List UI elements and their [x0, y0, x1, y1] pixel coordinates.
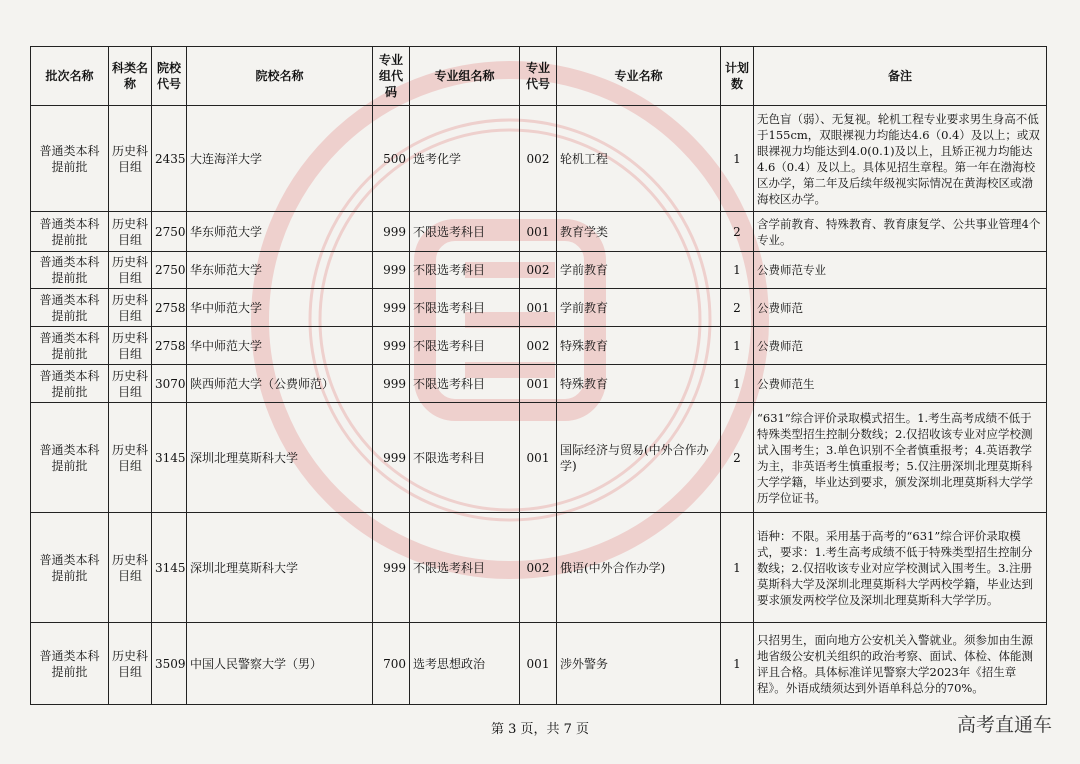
batch-cell: 普通类本科提前批: [31, 365, 109, 403]
note-cell: 公费师范: [754, 289, 1047, 327]
note-cell: 语种：不限。采用基于高考的“631”综合评价录取模式，要求：1.考生高考成绩不低于特殊类型招生控制分数线；2.仅招收该专业对应学校测试入围考生。3.注册莫斯科大学及深圳北理莫斯科大学两校学籍，毕业达到要求颁发两校学位及深圳北理莫斯科大学学历。: [754, 513, 1047, 623]
major-code-cell: 002: [520, 513, 557, 623]
table-row: [31, 327, 1047, 365]
group-code-cell: 999: [373, 212, 410, 252]
major-name-cell: 特殊教育: [557, 327, 721, 365]
header-major-code: 专业代号: [520, 47, 557, 106]
header-group-name: 专业组名称: [410, 47, 520, 106]
note-cell: 公费师范: [754, 327, 1047, 365]
group-name-cell: 不限选考科目: [410, 365, 520, 403]
note-cell: 公费师范生: [754, 365, 1047, 403]
group-code-cell: 500: [373, 106, 410, 212]
school-code-cell: 2750: [152, 212, 187, 252]
table-row: [31, 403, 1047, 513]
header-row: [31, 47, 1047, 106]
school-code-cell: 2758: [152, 289, 187, 327]
group-code-cell: 999: [373, 403, 410, 513]
batch-cell: 普通类本科提前批: [31, 327, 109, 365]
group-name-cell: 不限选考科目: [410, 403, 520, 513]
page-footer: 第 3 页，共 7 页: [490, 722, 590, 737]
major-name-cell: 轮机工程: [557, 106, 721, 212]
major-code-cell: 002: [520, 327, 557, 365]
school-name-cell: 深圳北理莫斯科大学: [187, 513, 373, 623]
school-code-cell: 2750: [152, 252, 187, 289]
school-code-cell: 3070: [152, 365, 187, 403]
table-row: [31, 623, 1047, 705]
table-row: [31, 106, 1047, 212]
batch-cell: 普通类本科提前批: [31, 403, 109, 513]
header-school-name: 院校名称: [187, 47, 373, 106]
batch-cell: 普通类本科提前批: [31, 212, 109, 252]
group-name-cell: 不限选考科目: [410, 212, 520, 252]
batch-cell: 普通类本科提前批: [31, 106, 109, 212]
category-cell: 历史科目组: [109, 252, 152, 289]
admission-plan-table: [30, 46, 1047, 705]
school-code-cell: 2758: [152, 327, 187, 365]
table-row: [31, 212, 1047, 252]
major-code-cell: 002: [520, 106, 557, 212]
group-name-cell: 不限选考科目: [410, 289, 520, 327]
header-group-code: 专业组代码: [373, 47, 410, 106]
category-cell: 历史科目组: [109, 513, 152, 623]
group-code-cell: 700: [373, 623, 410, 705]
header-plan: 计划数: [721, 47, 754, 106]
group-name-cell: 选考思想政治: [410, 623, 520, 705]
major-name-cell: 学前教育: [557, 289, 721, 327]
major-code-cell: 001: [520, 289, 557, 327]
batch-cell: 普通类本科提前批: [31, 252, 109, 289]
header-category: 科类名称: [109, 47, 152, 106]
plan-cell: 1: [721, 623, 754, 705]
major-code-cell: 001: [520, 403, 557, 513]
group-code-cell: 999: [373, 365, 410, 403]
major-name-cell: 国际经济与贸易(中外合作办学): [557, 403, 721, 513]
plan-cell: 2: [721, 289, 754, 327]
plan-cell: 2: [721, 403, 754, 513]
school-name-cell: 深圳北理莫斯科大学: [187, 403, 373, 513]
group-code-cell: 999: [373, 513, 410, 623]
group-name-cell: 不限选考科目: [410, 513, 520, 623]
batch-cell: 普通类本科提前批: [31, 289, 109, 327]
header-note: 备注: [754, 47, 1047, 106]
group-code-cell: 999: [373, 327, 410, 365]
note-cell: “631”综合评价录取模式招生。1.考生高考成绩不低于特殊类型招生控制分数线；2.仅招收该专业对应学校测试入围考生；3.单色识别不全者慎重报考；4.英语教学为主，非英语考生慎重报考；5.仅注册深圳北理莫斯科大学学籍，毕业达到要求，颁发深圳北理莫斯科大学学历学位证书。: [754, 403, 1047, 513]
major-code-cell: 002: [520, 252, 557, 289]
group-name-cell: 不限选考科目: [410, 252, 520, 289]
plan-cell: 1: [721, 252, 754, 289]
category-cell: 历史科目组: [109, 365, 152, 403]
plan-cell: 1: [721, 513, 754, 623]
major-name-cell: 涉外警务: [557, 623, 721, 705]
table-row: [31, 252, 1047, 289]
plan-cell: 1: [721, 365, 754, 403]
note-cell: 无色盲（弱）、无复视。轮机工程专业要求男生身高不低于155cm，双眼裸视力均能达4.6（0.4）及以上；或双眼裸视力均能达到4.0(0.1)及以上，且矫正视力均能达4.6（0.4）及以上。具体见招生章程。第一年在渤海校区办学，第二年及后续年级视实际情况在黄海校区或渤海校区办学。: [754, 106, 1047, 212]
group-code-cell: 999: [373, 252, 410, 289]
school-code-cell: 3145: [152, 403, 187, 513]
category-cell: 历史科目组: [109, 327, 152, 365]
table-row: [31, 513, 1047, 623]
school-name-cell: 华东师范大学: [187, 212, 373, 252]
school-code-cell: 3145: [152, 513, 187, 623]
table-row: [31, 289, 1047, 327]
note-cell: 含学前教育、特殊教育、教育康复学、公共事业管理4个专业。: [754, 212, 1047, 252]
category-cell: 历史科目组: [109, 403, 152, 513]
batch-cell: 普通类本科提前批: [31, 623, 109, 705]
category-cell: 历史科目组: [109, 106, 152, 212]
major-name-cell: 学前教育: [557, 252, 721, 289]
brand-watermark-text: 高考直通车: [956, 714, 1052, 736]
school-code-cell: 2435: [152, 106, 187, 212]
school-name-cell: 陕西师范大学（公费师范）: [187, 365, 373, 403]
category-cell: 历史科目组: [109, 623, 152, 705]
group-code-cell: 999: [373, 289, 410, 327]
major-name-cell: 俄语(中外合作办学): [557, 513, 721, 623]
major-code-cell: 001: [520, 212, 557, 252]
major-code-cell: 001: [520, 623, 557, 705]
header-batch: 批次名称: [31, 47, 109, 106]
school-name-cell: 华中师范大学: [187, 289, 373, 327]
major-name-cell: 教育学类: [557, 212, 721, 252]
major-code-cell: 001: [520, 365, 557, 403]
category-cell: 历史科目组: [109, 289, 152, 327]
school-code-cell: 3509: [152, 623, 187, 705]
category-cell: 历史科目组: [109, 212, 152, 252]
school-name-cell: 大连海洋大学: [187, 106, 373, 212]
group-name-cell: 不限选考科目: [410, 327, 520, 365]
header-major-name: 专业名称: [557, 47, 721, 106]
header-school-code: 院校代号: [152, 47, 187, 106]
group-name-cell: 选考化学: [410, 106, 520, 212]
major-name-cell: 特殊教育: [557, 365, 721, 403]
note-cell: 只招男生，面向地方公安机关入警就业。须参加由生源地省级公安机关组织的政治考察、面试、体检、体能测评且合格。具体标准详见警察大学2023年《招生章程》。外语成绩须达到外语单科总分的70%。: [754, 623, 1047, 705]
plan-cell: 1: [721, 106, 754, 212]
school-name-cell: 华东师范大学: [187, 252, 373, 289]
school-name-cell: 中国人民警察大学（男）: [187, 623, 373, 705]
plan-cell: 2: [721, 212, 754, 252]
table-row: [31, 365, 1047, 403]
school-name-cell: 华中师范大学: [187, 327, 373, 365]
plan-cell: 1: [721, 327, 754, 365]
note-cell: 公费师范专业: [754, 252, 1047, 289]
batch-cell: 普通类本科提前批: [31, 513, 109, 623]
